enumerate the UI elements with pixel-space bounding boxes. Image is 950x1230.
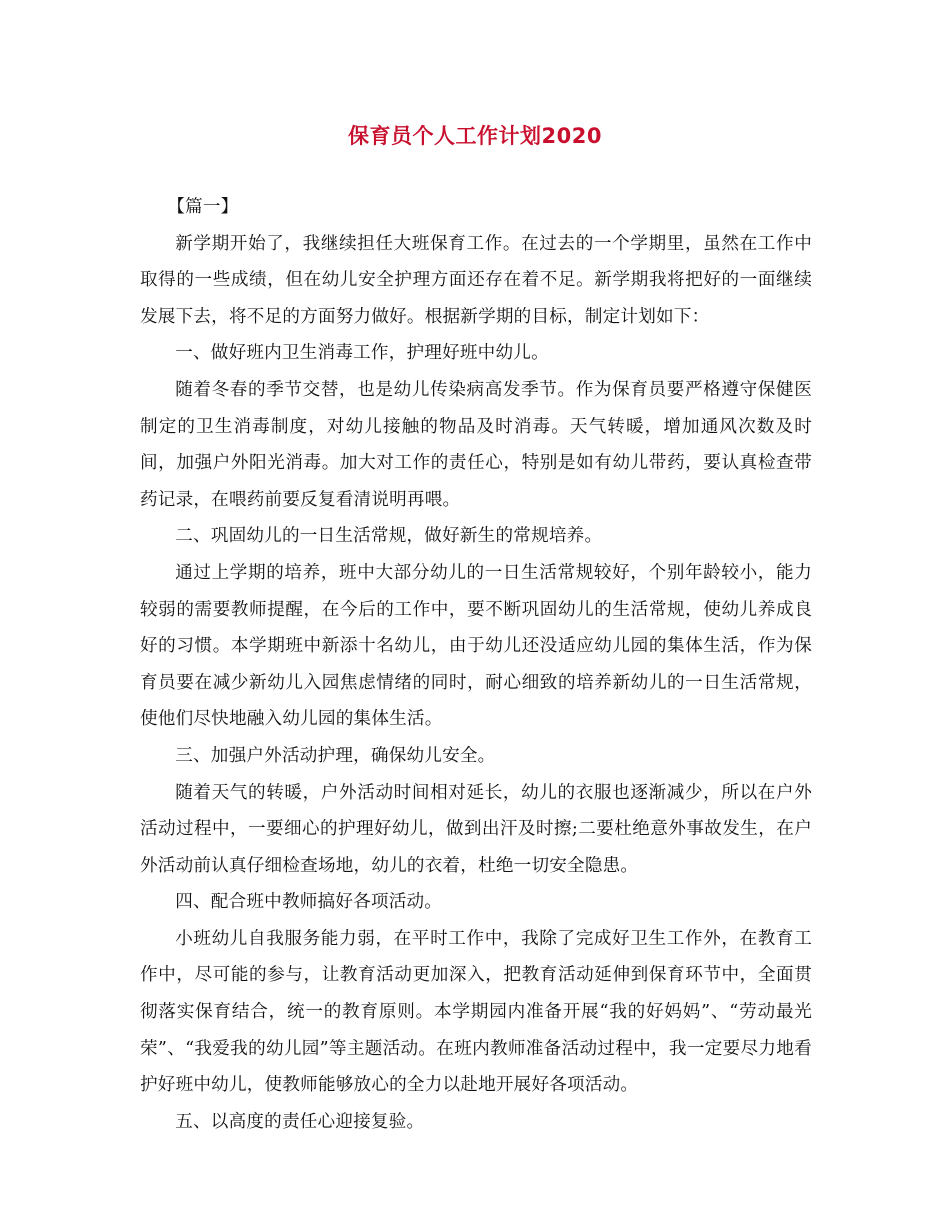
heading-section-2: 二、巩固幼儿的一日生活常规，做好新生的常规培养。 — [175, 526, 603, 547]
document-title: 保育员个人工作计划2020 — [348, 124, 602, 148]
heading-section-4: 四、配合班中教师搞好各项活动。 — [175, 892, 443, 913]
heading-section-5: 五、以高度的责任心迎接复验。 — [175, 1111, 425, 1132]
paragraph-section-1: 随着冬春的季节交替，也是幼儿传染病高发季节。作为保育员要严格遵守保健医制定的卫生消毒制度，对幼儿接触的物品及时消毒。天气转暖，增加通风次数及时间，加强户外阳光消毒。加大对工作的责任心，特别是如有幼儿带药，要认真检查带药记录，在喂药前要反复看清说明再喂。 — [140, 379, 812, 510]
paragraph-section-2: 通过上学期的培养，班中大部分幼儿的一日生活常规较好，个别年龄较小，能力较弱的需要教师提醒，在今后的工作中，要不断巩固幼儿的生活常规，使幼儿养成良好的习惯。本学期班中新添十名幼儿，由于幼儿还没适应幼儿园的集体生活，作为保育员要在减少新幼儿入园焦虑情绪的同时，耐心细致的培养新幼儿的一日生活常规，使他们尽快地融入幼儿园的集体生活。 — [140, 562, 812, 730]
section-tag: 【篇一】 — [167, 197, 239, 217]
paragraph-section-3: 随着天气的转暖，户外活动时间相对延长，幼儿的衣服也逐渐减少，所以在户外活动过程中，一要细心的护理好幼儿，做到出汗及时擦;二要杜绝意外事故发生，在户外活动前认真仔细检查场地，幼儿的衣着，杜绝一切安全隐患。 — [140, 782, 812, 876]
paragraph-section-4: 小班幼儿自我服务能力弱，在平时工作中，我除了完成好卫生工作外，在教育工作中，尽可能的参与，让教育活动更加深入，把教育活动延伸到保育环节中，全面贯彻落实保育结合，统一的教育原则。本学期园内准备开展“我的好妈妈”、“劳动最光荣”、“我爱我的幼儿园”等主题活动。在班内教师准备活动过程中，我一定要尽力地看护好班中幼儿，使教师能够放心的全力以赴地开展好各项活动。 — [140, 928, 812, 1096]
paragraph-intro: 新学期开始了，我继续担任大班保育工作。在过去的一个学期里，虽然在工作中取得的一些成绩，但在幼儿安全护理方面还存在着不足。新学期我将把好的一面继续发展下去，将不足的方面努力做好。根据新学期的目标，制定计划如下： — [140, 233, 812, 327]
heading-section-3: 三、加强户外活动护理，确保幼儿安全。 — [175, 745, 496, 766]
heading-section-1: 一、做好班内卫生消毒工作，护理好班中幼儿。 — [175, 343, 549, 364]
document-body — [140, 189, 812, 1140]
